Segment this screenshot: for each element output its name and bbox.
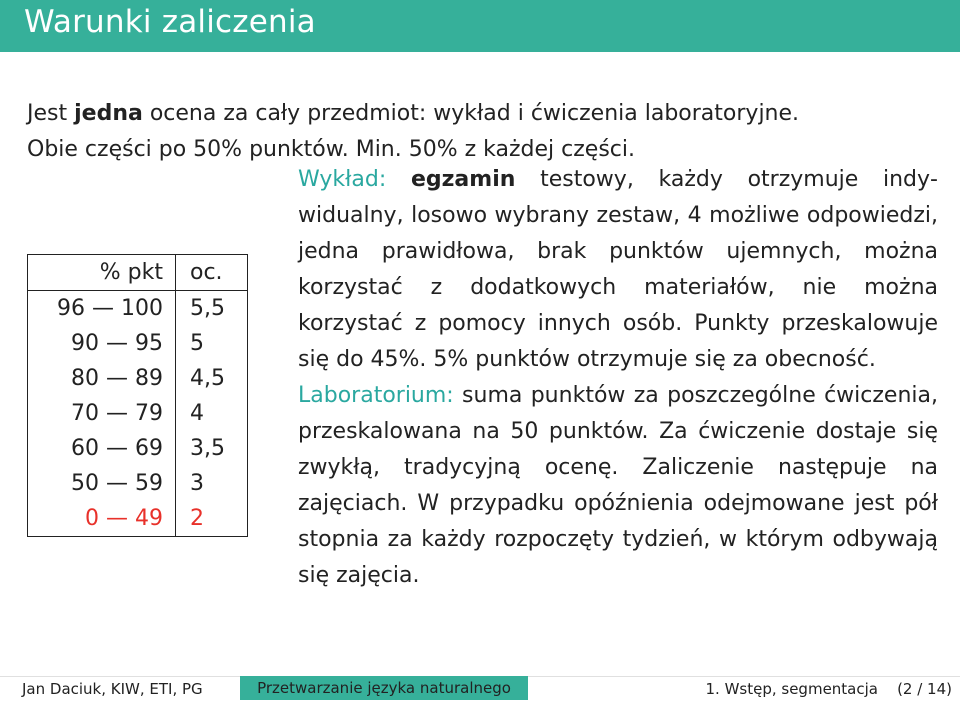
footer-right xyxy=(528,676,960,701)
grade-cell: 4,5 xyxy=(190,366,225,391)
grade-cell: 3 xyxy=(190,471,204,496)
table-row xyxy=(28,431,248,466)
grade-cell: 4 xyxy=(190,401,204,426)
intro-text-a: Jest xyxy=(27,101,75,126)
range-cell: 60 — 69 xyxy=(28,431,176,466)
footer-course: Przetwarzanie języka naturalnego xyxy=(240,676,528,700)
grade-cell: 5 xyxy=(190,331,204,356)
table-row xyxy=(28,466,248,501)
range-cell: 96 — 100 xyxy=(28,291,176,327)
intro-line-1 xyxy=(27,96,799,132)
lecture-label: Wykład: xyxy=(298,167,387,192)
range-cell-fail: 0 — 49 xyxy=(28,501,176,537)
lecture-text: testowy, każdy otrzymuje indywidualny, losowo wybrany zestaw, 4 możliwe odpowiedzi, jedna prawidłowa, brak punktów ujemnych, można korzystać z dodatkowych materiałów, nie można korzystać z pomocy innych osób. Punkty przeskalowuje się do 45%. 5% punktów otrzymuje się za obecność. xyxy=(298,167,938,372)
range-cell: 70 — 79 xyxy=(28,396,176,431)
grade-cell: 5,5 xyxy=(190,296,225,321)
lecture-paragraph xyxy=(298,162,938,378)
grade-cell-fail: 2 xyxy=(190,506,204,531)
slide-title: Warunki zaliczenia xyxy=(24,4,316,40)
lab-label: Laboratorium: xyxy=(298,383,454,408)
intro-emphasis: jedna xyxy=(74,101,143,126)
intro-text-c: ocena za cały przedmiot: wykład i ćwiczenia laboratoryjne. xyxy=(142,101,800,126)
grades-header-row xyxy=(28,255,248,291)
footer-author: Jan Daciuk, KIW, ETI, PG xyxy=(0,676,240,700)
table-row xyxy=(28,291,248,327)
range-cell: 90 — 95 xyxy=(28,326,176,361)
table-row xyxy=(28,326,248,361)
requirements-text xyxy=(298,162,938,594)
table-row xyxy=(28,396,248,431)
grade-cell: 3,5 xyxy=(190,436,225,461)
footer-section: 1. Wstęp, segmentacja xyxy=(705,680,878,698)
grades-table xyxy=(27,254,248,537)
range-cell: 80 — 89 xyxy=(28,361,176,396)
lab-text: suma punktów za poszczególne ćwiczenia, przeskalowana na 50 punktów. Za ćwiczenie dostaje się zwykłą, tradycyjną ocenę. Zaliczenie następuje na zajęciach. W przypadku opóźnienia odejmowane jest pół stopnia za każdy rozpoczęty tydzień, w którym odbywają się zajęcia. xyxy=(298,383,938,588)
table-row xyxy=(28,361,248,396)
footer-page-number: (2 / 14) xyxy=(897,680,952,698)
lab-paragraph xyxy=(298,378,938,594)
lecture-exam: egzamin xyxy=(410,167,516,192)
intro-line-2: Obie części po 50% punktów. Min. 50% z każdej części. xyxy=(27,137,635,162)
header-grade: oc. xyxy=(190,260,223,285)
intro-text xyxy=(27,96,799,168)
title-bar xyxy=(0,0,960,52)
footer xyxy=(0,676,960,700)
header-points: % pkt xyxy=(28,255,176,291)
table-row-fail xyxy=(28,501,248,537)
range-cell: 50 — 59 xyxy=(28,466,176,501)
